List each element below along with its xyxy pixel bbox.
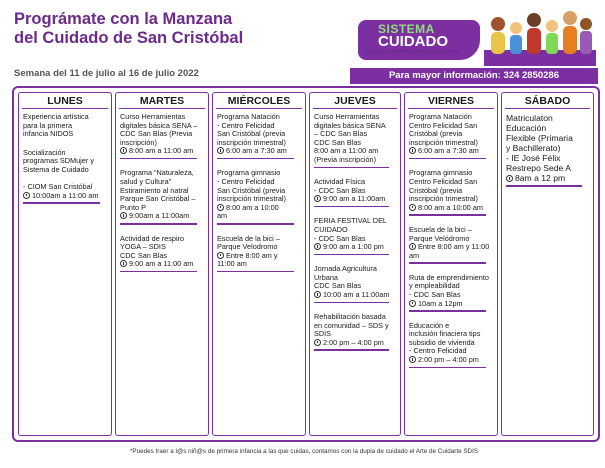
day-column-sabado bbox=[501, 92, 594, 436]
footnote: *Puedes traer a l@s niñ@s de primera infancia a las que cuidas, contamos con la dupla de cuidado el Arte de Cuidarte SDIS bbox=[129, 448, 479, 455]
entry-time: 10:00 am a 11:00am bbox=[314, 291, 396, 300]
divider bbox=[409, 214, 486, 216]
entry-line: subsidio de vivienda bbox=[409, 338, 475, 347]
clock-icon bbox=[409, 147, 416, 154]
entry-line: Jornada Agricultura bbox=[314, 265, 377, 274]
clock-icon bbox=[314, 291, 321, 298]
entry-line: CDC San Blas bbox=[314, 282, 362, 291]
entry-line: - CDC San Blas bbox=[314, 234, 366, 243]
divider bbox=[409, 367, 486, 369]
activity-entry bbox=[217, 113, 301, 163]
title-line-1: Prográmate con la Manzana bbox=[14, 10, 233, 28]
entry-line: San Cristóbal (previa bbox=[217, 186, 286, 195]
day-column-jueves bbox=[309, 92, 401, 436]
entry-line: inscripción trimestral) bbox=[217, 195, 286, 204]
entry-line: Urbana bbox=[314, 273, 338, 282]
entry-line: en comunidad – SDS y bbox=[314, 321, 389, 330]
day-entries bbox=[405, 109, 497, 372]
divider bbox=[314, 349, 389, 351]
entry-line: inscripción trimestral) bbox=[409, 138, 478, 147]
entry-line: - Centro Felicidad bbox=[217, 178, 275, 187]
entry-line: Rehabilitación basada bbox=[314, 313, 386, 322]
entry-time: 9:00 am a 11:00am bbox=[314, 195, 396, 204]
entry-line: Centro Felicidad San bbox=[409, 178, 478, 187]
clock-icon bbox=[217, 204, 224, 211]
weekly-schedule-board bbox=[12, 86, 600, 442]
day-entries bbox=[213, 109, 305, 276]
entry-line: inscripción) bbox=[120, 138, 157, 147]
divider bbox=[120, 223, 197, 225]
entry-line: Programa gimnasio bbox=[217, 169, 281, 178]
entry-line: - Centro Felicidad bbox=[217, 121, 275, 130]
divider bbox=[314, 254, 389, 256]
day-header-lunes: LUNES bbox=[22, 93, 108, 109]
activity-entry bbox=[120, 113, 204, 163]
phone-info-bar: Para mayor información: 324 2850286 bbox=[350, 68, 598, 84]
activity-entry bbox=[409, 274, 493, 316]
day-header-martes: MARTES bbox=[119, 93, 205, 109]
entry-line: Cristóbal (previa bbox=[409, 186, 463, 195]
clock-icon bbox=[409, 356, 416, 363]
people-illustration-icon bbox=[484, 6, 596, 66]
activity-entry bbox=[217, 169, 301, 228]
entry-line: (Previa inscripción) bbox=[314, 155, 377, 164]
activity-entry bbox=[217, 235, 301, 277]
clock-icon bbox=[23, 192, 30, 199]
entry-time: 2:00 pm – 4:00 pm bbox=[314, 339, 396, 348]
logo-line-1: SISTEMA bbox=[378, 22, 435, 36]
entry-line: Parque San Cristóbal – bbox=[120, 195, 196, 204]
activity-entry bbox=[120, 169, 204, 228]
day-header-miercoles: MIÉRCOLES bbox=[216, 93, 302, 109]
entry-line: Educación e bbox=[409, 321, 450, 330]
entry-line: digitales básica SENA – bbox=[120, 121, 198, 130]
entry-line: - CDC San Blas bbox=[409, 291, 461, 299]
activity-entry bbox=[409, 113, 493, 163]
entry-time: 2:00 pm – 4:00 pm bbox=[409, 356, 493, 365]
entry-time: am bbox=[409, 251, 420, 260]
entry-line: CUIDADO bbox=[314, 225, 348, 234]
entry-line: Actividad Física bbox=[314, 178, 366, 187]
entry-time: 6:00 am a 7:30 am bbox=[409, 147, 493, 156]
activity-entry bbox=[506, 113, 589, 191]
day-column-viernes bbox=[404, 92, 498, 436]
entry-line: Flexible (Primaria bbox=[506, 133, 573, 143]
day-entries bbox=[116, 109, 208, 276]
entry-line: programas SDMujer y bbox=[23, 157, 94, 166]
entry-line: Curso Herramientas bbox=[314, 113, 380, 121]
day-column-lunes bbox=[18, 92, 112, 436]
entry-line: Programa Natación bbox=[217, 113, 280, 121]
entry-line: digitales básica SENA bbox=[314, 121, 386, 130]
page-title bbox=[14, 10, 304, 48]
entry-line: inclusión finaciera tips bbox=[409, 330, 481, 339]
entry-time: am bbox=[217, 212, 228, 221]
divider bbox=[506, 185, 582, 187]
entry-line: Socialización bbox=[23, 148, 66, 157]
activity-entry bbox=[314, 265, 396, 307]
entry-line: Actividad de respiro bbox=[120, 234, 185, 243]
divider bbox=[314, 302, 389, 304]
entry-line: salud y Cultura” bbox=[120, 178, 172, 187]
day-column-martes bbox=[115, 92, 209, 436]
entry-line: Cristóbal (previa bbox=[409, 130, 463, 139]
entry-line: Punto P bbox=[120, 203, 146, 212]
entry-line: Ruta de emprendimiento bbox=[409, 273, 489, 282]
entry-time: 9:00am a 11:00am bbox=[120, 212, 204, 221]
clock-icon bbox=[409, 243, 416, 250]
entry-time: 10am a 12pm bbox=[409, 300, 493, 309]
entry-time: Entre 8:00 am y bbox=[217, 252, 301, 261]
day-entries bbox=[502, 109, 593, 191]
week-range: Semana del 11 de julio al 16 de julio 2022 bbox=[14, 68, 199, 79]
entry-line: Parque Velodromo bbox=[217, 243, 278, 252]
entry-line: inscripción trimestral) bbox=[217, 138, 286, 147]
entry-line: - IE José Félix bbox=[506, 153, 561, 163]
entry-line: Restrepo Sede A bbox=[506, 163, 571, 173]
clock-icon bbox=[120, 212, 127, 219]
entry-time: 8:00 am a 11:00 am bbox=[120, 147, 204, 156]
divider bbox=[314, 206, 389, 208]
day-header-jueves: JUEVES bbox=[313, 93, 397, 109]
activity-entry bbox=[23, 113, 107, 143]
day-entries bbox=[310, 109, 400, 355]
divider bbox=[314, 167, 389, 169]
entry-time: 9:00 am a 11:00 am bbox=[120, 260, 204, 269]
clock-icon bbox=[217, 252, 224, 259]
activity-entry bbox=[409, 322, 493, 372]
entry-line: Programa Natación bbox=[409, 113, 472, 121]
entry-line bbox=[23, 175, 107, 184]
divider bbox=[120, 158, 197, 160]
clock-icon bbox=[409, 204, 416, 211]
entry-line: y Bachillerato) bbox=[506, 143, 561, 153]
entry-line: Matriculaton bbox=[506, 113, 553, 123]
entry-line: CDC San Blas bbox=[120, 251, 168, 260]
entry-time: 8:00 am a 10:00 am bbox=[409, 204, 493, 213]
divider bbox=[409, 262, 486, 264]
activity-entry bbox=[409, 226, 493, 268]
entry-line: y empleabilidad bbox=[409, 282, 460, 291]
entry-line: Experiencia artística bbox=[23, 113, 89, 121]
activity-entry bbox=[409, 169, 493, 219]
clock-icon bbox=[506, 175, 513, 182]
divider bbox=[217, 271, 294, 273]
divider bbox=[23, 202, 100, 204]
entry-line: Sistema de Cuidado bbox=[23, 165, 89, 174]
entry-line: SDIS bbox=[314, 330, 332, 339]
clock-icon bbox=[314, 195, 321, 202]
divider bbox=[409, 158, 486, 160]
day-header-viernes: VIERNES bbox=[408, 93, 494, 109]
activity-entry bbox=[120, 235, 204, 277]
entry-time: 11:00 am bbox=[217, 260, 247, 269]
entry-line: CDC San Blas bbox=[314, 138, 362, 147]
day-column-miercoles bbox=[212, 92, 306, 436]
entry-time: 8am a 12 pm bbox=[506, 173, 589, 183]
entry-line: YOGA – SDIS bbox=[120, 243, 166, 252]
entry-line: infancia NIDOS bbox=[23, 130, 74, 139]
entry-time: 9:00 am a 1:00 pm bbox=[314, 243, 396, 252]
divider bbox=[409, 310, 486, 312]
logo-line-2: CUIDADO bbox=[378, 33, 448, 50]
sistema-cuidado-logo bbox=[358, 6, 596, 66]
entry-line: inscripción trimestral) bbox=[409, 195, 478, 204]
entry-line: Programa “Naturaleza, bbox=[120, 169, 194, 178]
entry-line: San Cristóbal (previa bbox=[217, 130, 286, 139]
divider bbox=[217, 158, 294, 160]
title-line-2: del Cuidado de San Cristóbal bbox=[14, 29, 244, 47]
entry-line: 10:00am a 11:00 am bbox=[23, 192, 107, 201]
entry-line: - Centro Felicidad bbox=[409, 347, 467, 356]
activity-entry bbox=[314, 178, 396, 211]
entry-line: - CDC San Blas bbox=[314, 186, 366, 195]
activity-entry bbox=[314, 217, 396, 259]
day-header-sabado: SÁBADO bbox=[505, 93, 590, 109]
clock-icon bbox=[409, 300, 416, 307]
entry-time: 6:00 am a 7:30 am bbox=[217, 147, 301, 156]
clock-icon bbox=[120, 147, 127, 154]
entry-line: Parque Velódromo bbox=[409, 234, 470, 243]
divider bbox=[120, 271, 197, 273]
entry-line: – CDC San Blas bbox=[314, 130, 368, 139]
entry-line: CDC San Blas (Previa bbox=[120, 130, 193, 139]
entry-line: Curso Herramientas bbox=[120, 113, 186, 121]
entry-time: 8:00 am a 11:00 am bbox=[314, 147, 379, 156]
activity-entry bbox=[314, 113, 396, 172]
clock-icon bbox=[120, 260, 127, 267]
entry-line: Estiramiento al natral bbox=[120, 186, 189, 195]
entry-line: - CIOM San Cristóbal bbox=[23, 183, 93, 192]
entry-line: Centro Felicidad San bbox=[409, 121, 478, 130]
entry-time: Entre 8:00 am y 11:00 bbox=[409, 243, 493, 252]
day-entries bbox=[19, 109, 111, 208]
entry-time: 8:00 am a 10:00 bbox=[217, 204, 301, 213]
entry-line: Escuela de la bici – bbox=[217, 234, 280, 243]
entry-line: Educación bbox=[506, 123, 547, 133]
entry-line: para la primera bbox=[23, 121, 73, 130]
clock-icon bbox=[314, 243, 321, 250]
divider bbox=[217, 223, 294, 225]
clock-icon bbox=[217, 147, 224, 154]
clock-icon bbox=[314, 339, 321, 346]
entry-line: Programa gimnasio bbox=[409, 169, 473, 178]
entry-line: Escuela de la bici – bbox=[409, 225, 472, 234]
logo-tagline: Tiempo y servicios para las mujeres bbox=[364, 49, 459, 55]
activity-entry bbox=[314, 313, 396, 355]
entry-line: FERIA FESTIVAL DEL bbox=[314, 217, 387, 226]
activity-entry bbox=[23, 149, 107, 208]
